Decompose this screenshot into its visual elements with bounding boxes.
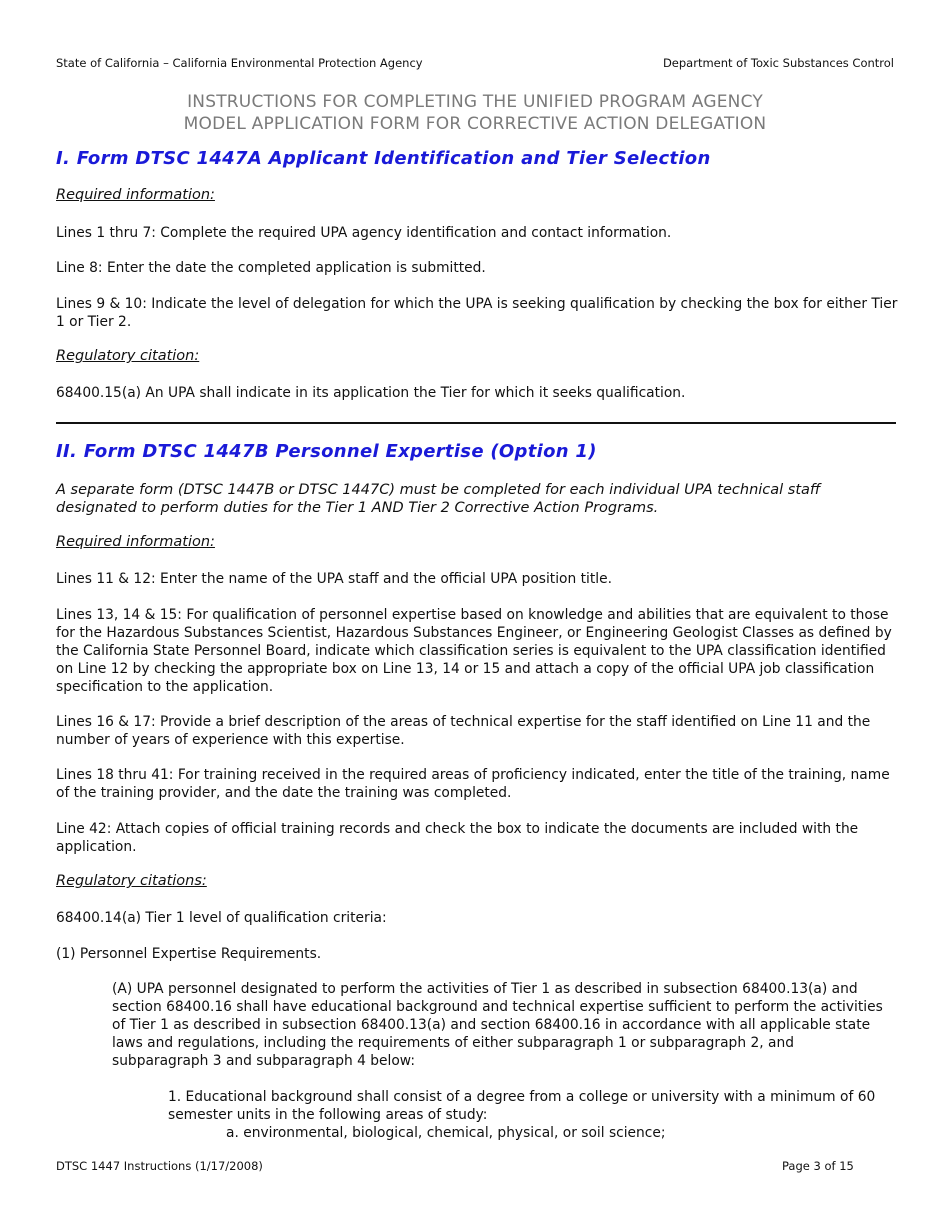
header-agency: State of California – California Environmental Protection Agency — [56, 56, 423, 70]
section-1-citation-label: Regulatory citation: — [56, 348, 200, 364]
citation-personnel-expertise: (1) Personnel Expertise Requirements. — [56, 946, 322, 962]
citation-item-1: 1. Educational background shall consist of a degree from a college or university with a minimum of 60 semester units in the following areas of study: — [168, 1089, 876, 1123]
page-title — [0, 91, 950, 135]
section-1-line-8: Line 8: Enter the date the completed application is submitted. — [56, 260, 486, 276]
section-2-lines-11-12: Lines 11 & 12: Enter the name of the UPA staff and the official UPA position title. — [56, 571, 612, 587]
section-2-lines-13-15: Lines 13, 14 & 15: For qualification of personnel expertise based on knowledge and abilities that are equivalent to those for the Hazardous Substances Scientist, Hazardous Substances Engineer, or Engineering Geologist Classes as defined by the California State Personnel Board, indicate which classification series is equivalent to the UPA classification identified on Line 12 by checking the appropriate box on Line 13, 14 or 15 and attach a copy of the official UPA job classification specification to the application. — [56, 607, 892, 695]
section-2-note: A separate form (DTSC 1447B or DTSC 1447C) must be completed for each individual UPA technical staff designated to perform duties for the Tier 1 AND Tier 2 Corrective Action Programs. — [56, 482, 821, 516]
section-2-required-label: Required information: — [56, 534, 215, 550]
section-divider — [56, 422, 896, 424]
section-1-heading: I. Form DTSC 1447A Applicant Identification and Tier Selection — [56, 148, 711, 169]
header-department: Department of Toxic Substances Control — [662, 56, 894, 70]
citation-tier-1-criteria: 68400.14(a) Tier 1 level of qualification criteria: — [56, 910, 387, 926]
section-1-lines-1-7: Lines 1 thru 7: Complete the required UPA agency identification and contact information. — [56, 225, 672, 241]
citation-subparagraph-a: (A) UPA personnel designated to perform the activities of Tier 1 as described in subsection 68400.13(a) and section 68400.16 shall have educational background and technical expertise sufficient to perform the activities of Tier 1 as described in subsection 68400.13(a) and section 68400.16 in accordance with all applicable state laws and regulations, including the requirements of either subparagraph 1 or subparagraph 2, and subparagraph 3 and subparagraph 4 below: — [112, 981, 883, 1069]
section-1-lines-9-10: Lines 9 & 10: Indicate the level of delegation for which the UPA is seeking qualification by checking the box for either Tier 1 or Tier 2. — [56, 296, 898, 330]
section-2-lines-18-41: Lines 18 thru 41: For training received in the required areas of proficiency indicated, enter the title of the training, name of the training provider, and the date the training was completed. — [56, 767, 890, 801]
section-1-required-label: Required information: — [56, 187, 215, 203]
footer-page-number: Page 3 of 15 — [782, 1159, 854, 1173]
footer-form-id: DTSC 1447 Instructions (1/17/2008) — [56, 1159, 263, 1173]
citation-item-1a: a. environmental, biological, chemical, physical, or soil science; — [226, 1125, 666, 1141]
title-line-1: INSTRUCTIONS FOR COMPLETING THE UNIFIED PROGRAM AGENCY — [187, 92, 763, 112]
section-1-citation-text: 68400.15(a) An UPA shall indicate in its application the Tier for which it seeks qualification. — [56, 385, 686, 401]
section-2-lines-16-17: Lines 16 & 17: Provide a brief description of the areas of technical expertise for the staff identified on Line 11 and the number of years of experience with this expertise. — [56, 714, 871, 748]
section-2-citations-label: Regulatory citations: — [56, 873, 207, 889]
section-2-line-42: Line 42: Attach copies of official training records and check the box to indicate the documents are included with the application. — [56, 821, 859, 855]
title-line-2: MODEL APPLICATION FORM FOR CORRECTIVE ACTION DELEGATION — [183, 114, 767, 134]
section-2-heading: II. Form DTSC 1447B Personnel Expertise (Option 1) — [56, 441, 597, 462]
